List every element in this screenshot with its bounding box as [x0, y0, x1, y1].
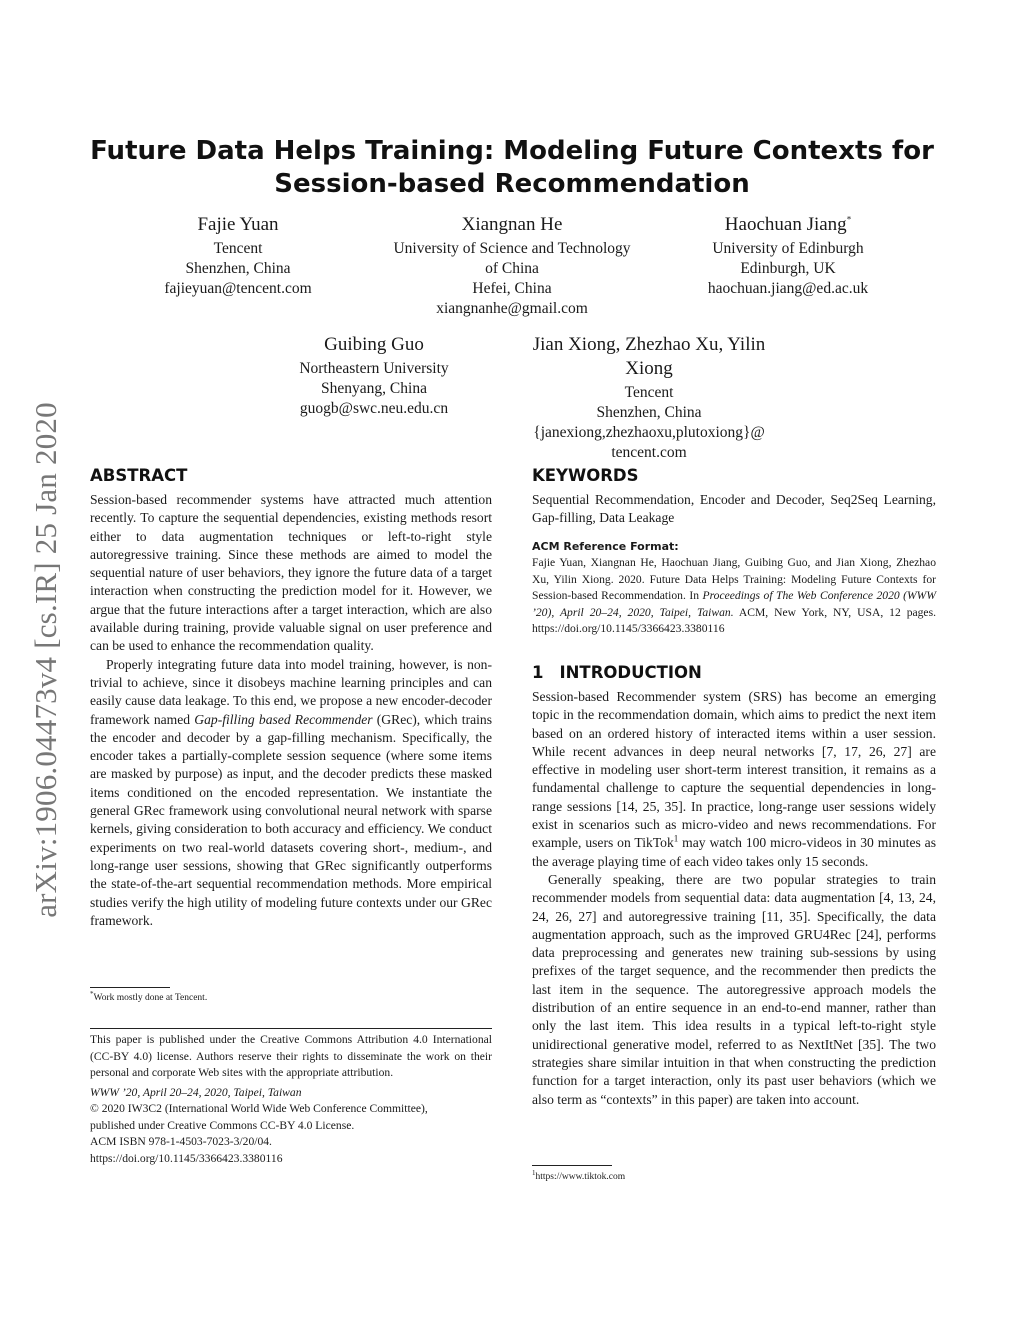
author-email: xiangnanhe@gmail.com	[436, 300, 588, 317]
license-rule	[90, 1028, 492, 1029]
footnote-mark: *	[90, 989, 94, 998]
license-doi[interactable]: https://doi.org/10.1145/3366423.3380116	[90, 1151, 283, 1165]
section-title: INTRODUCTION	[559, 663, 702, 682]
author-4	[254, 333, 494, 419]
introduction-body	[532, 688, 936, 1109]
footnote-mark: 1	[532, 1168, 536, 1177]
intro-text: Session-based Recommender system (SRS) has become an emerging topic in the recommendation domain, which aims to predict the next item based on an ordered history of interacted items within a user session. While recent advances in deep neural networks [7, 17, 26, 27] are effective in modeling user short-term interest transition, it remains as a fundamental challenge to capture the sequential dependencies in long-range sessions [14, 25, 35]. In practice, long-range user sessions widely exist in scenarios such as micro-video and news recommendations. For example, users on TikTok	[532, 689, 936, 851]
paper-title	[0, 135, 1024, 201]
author-location: Shenzhen, China	[185, 260, 291, 277]
author-name: Xiangnan He	[461, 214, 563, 235]
author-email: fajieyuan@tencent.com	[164, 280, 312, 297]
abstract-text: (GRec), which trains the encoder and decoder by a gap-filling mechanism. Specifically, the encoder takes a partially-complete session sequence (where some items are masked by purpose) as input, and the decoder predicts these masked items conditioned on the encoded representation. We instantiate the general GRec framework using convolutional neural network with sparse kernels, giving consideration to both accuracy and efficiency. We conduct experiments on two real-world datasets covering short-, medium-, and long-range user sessions, showing that GRec significantly outperforms the state-of-the-art sequential recommendation methods. More empirical studies verify the high utility of modeling future contexts under our GRec framework.	[90, 711, 493, 928]
abstract-emphasis: Gap-filling based Recommender	[194, 711, 373, 727]
author-name-wrap	[666, 213, 910, 237]
author-email: {janexiong,zhezhaoxu,plutoxiong}@	[533, 424, 765, 441]
acm-ref-emphasis: Proceedings of The Web Conference 2020 (WWW ’20), April 20–24, 2020, Taipei, Taiwan.	[532, 589, 936, 619]
footnote-ref: 1	[673, 833, 679, 844]
acm-ref-text: Fajie Yuan, Xiangnan He, Haochuan Jiang, Guibing Guo, and Jian Xiong, Zhezhao Xu, Yilin Xiong. 2020. Future Data Helps Training: Modeling Future Contexts for Session-based Recommendation. In	[532, 556, 936, 602]
author-1	[118, 213, 358, 299]
acm-ref-text: ACM, New York, NY, USA, 12 pages. https://doi.org/10.1145/3366423.3380116	[532, 605, 936, 635]
arxiv-stamp	[26, 375, 66, 945]
intro-paragraph-1	[532, 688, 936, 871]
footnote-star	[90, 989, 492, 1005]
license-block	[90, 1032, 492, 1167]
footnote-link[interactable]: https://www.tiktok.com	[535, 1172, 626, 1182]
author-name: Fajie Yuan	[197, 214, 279, 235]
acm-reference-heading: ACM Reference Format:	[532, 540, 679, 553]
license-text: This paper is published under the Creative Commons Attribution 4.0 International (CC-BY 4.0) license. Authors reserve their rights to disseminate the work on their personal and corporate Web sites with the appropriate attribution.	[90, 1033, 492, 1079]
keywords-heading: KEYWORDS	[532, 466, 639, 485]
abstract-paragraph-1: Session-based recommender systems have attracted much attention recently. To capture the sequential dependencies, existing methods resort either to data augmentation techniques or left-to-right style autoregressive training. Since these methods are aimed to model the sequential nature of user behaviors, they ignore the future data of a target interaction when constructing the prediction model for it. However, we argue that the future interactions after a target interaction, which are also available during training, provide valuable signal on user preference and can be used to enhance the recommendation quality.	[90, 492, 492, 654]
author-name: Guibing Guo	[324, 334, 424, 355]
author-2	[372, 213, 652, 319]
author-5	[514, 333, 784, 463]
footnote-rule	[532, 1165, 612, 1166]
author-name-cont: Xiong	[625, 358, 673, 379]
keywords-text: Sequential Recommendation, Encoder and Decoder, Seq2Seq Learning, Gap-filling, Data Leakage	[532, 492, 936, 526]
footnote-rule	[90, 987, 170, 988]
abstract-paragraph-2	[90, 656, 492, 930]
author-affiliation: Tencent	[624, 384, 674, 401]
author-name: Haochuan Jiang	[724, 214, 847, 235]
intro-paragraph-2: Generally speaking, there are two popular strategies to train recommender models from sequential data: data augmentation [4, 13, 24, 24, 26, 27] and autoregressive training [11, 35]. Specifically, the data augmentation approach, such as the improved GRU4Rec [24], performs data preprocessing and generates new training sub-sessions by using prefixes of the target sequence, and the recommender then predicts the last item in the sequence. The autoregressive approach models the distribution of an entire sequence in an end-to-end manner, rather than only the last item. This idea results in a typical left-to-right style unidirectional generative model, referred to as NextItNet [35]. The two strategies share similar intuition in that when constructing the prediction function for a target interaction, only its past user behaviors (which we also term as “contexts” in this paper) are taken into account.	[532, 871, 936, 1107]
author-affiliation: University of Edinburgh	[712, 240, 864, 257]
author-location: Hefei, China	[472, 280, 552, 297]
author-name: Jian Xiong, Zhezhao Xu, Yilin	[532, 334, 766, 355]
author-location: Shenyang, China	[321, 380, 427, 397]
author-affiliation: Tencent	[213, 240, 263, 257]
paper-title-line2: Session-based Recommendation	[274, 169, 750, 199]
license-copyright-cont: published under Creative Commons CC-BY 4.0 License.	[90, 1118, 355, 1132]
author-email: guogb@swc.neu.edu.cn	[299, 400, 449, 417]
author-location: Edinburgh, UK	[740, 260, 836, 277]
author-affiliation: Northeastern University	[299, 360, 449, 377]
author-location: Shenzhen, China	[596, 404, 702, 421]
abstract-text: Properly integrating future data into model training, however, is non-trivial to achieve, since it disobeys machine learning principles and can easily cause data leakage. To this end, we propose a new encoder-decoder framework named	[90, 656, 492, 727]
acm-reference-text	[532, 555, 936, 638]
section-number: 1	[532, 663, 544, 682]
license-copyright: © 2020 IW3C2 (International World Wide Web Conference Committee),	[90, 1102, 428, 1115]
license-isbn: ACM ISBN 978-1-4503-7023-3/20/04.	[90, 1135, 272, 1148]
footnote-1	[532, 1168, 936, 1184]
author-email: haochuan.jiang@ed.ac.uk	[707, 280, 869, 297]
venue-text: WWW ’20, April 20–24, 2020, Taipei, Taiwan	[90, 1085, 302, 1099]
license-venue	[90, 1085, 492, 1102]
introduction-heading	[532, 663, 702, 682]
abstract-body	[90, 491, 492, 930]
paper-title-line1: Future Data Helps Training: Modeling Future Contexts for	[90, 136, 934, 166]
arxiv-stamp-text: arXiv:1906.04473v4 [cs.IR] 25 Jan 2020	[28, 402, 63, 918]
footnote-text: Work mostly done at Tencent.	[93, 993, 208, 1003]
author-affiliation: University of Science and Technology	[393, 240, 631, 257]
author-3	[666, 213, 910, 299]
author-footnote-mark: *	[846, 214, 852, 225]
author-affiliation-cont: of China	[485, 260, 539, 277]
abstract-heading: ABSTRACT	[90, 466, 188, 485]
author-email-cont: tencent.com	[611, 444, 687, 461]
intro-text: may watch 100 micro-videos in 30 minutes as the average playing time of each video takes only 15 seconds.	[532, 835, 936, 869]
